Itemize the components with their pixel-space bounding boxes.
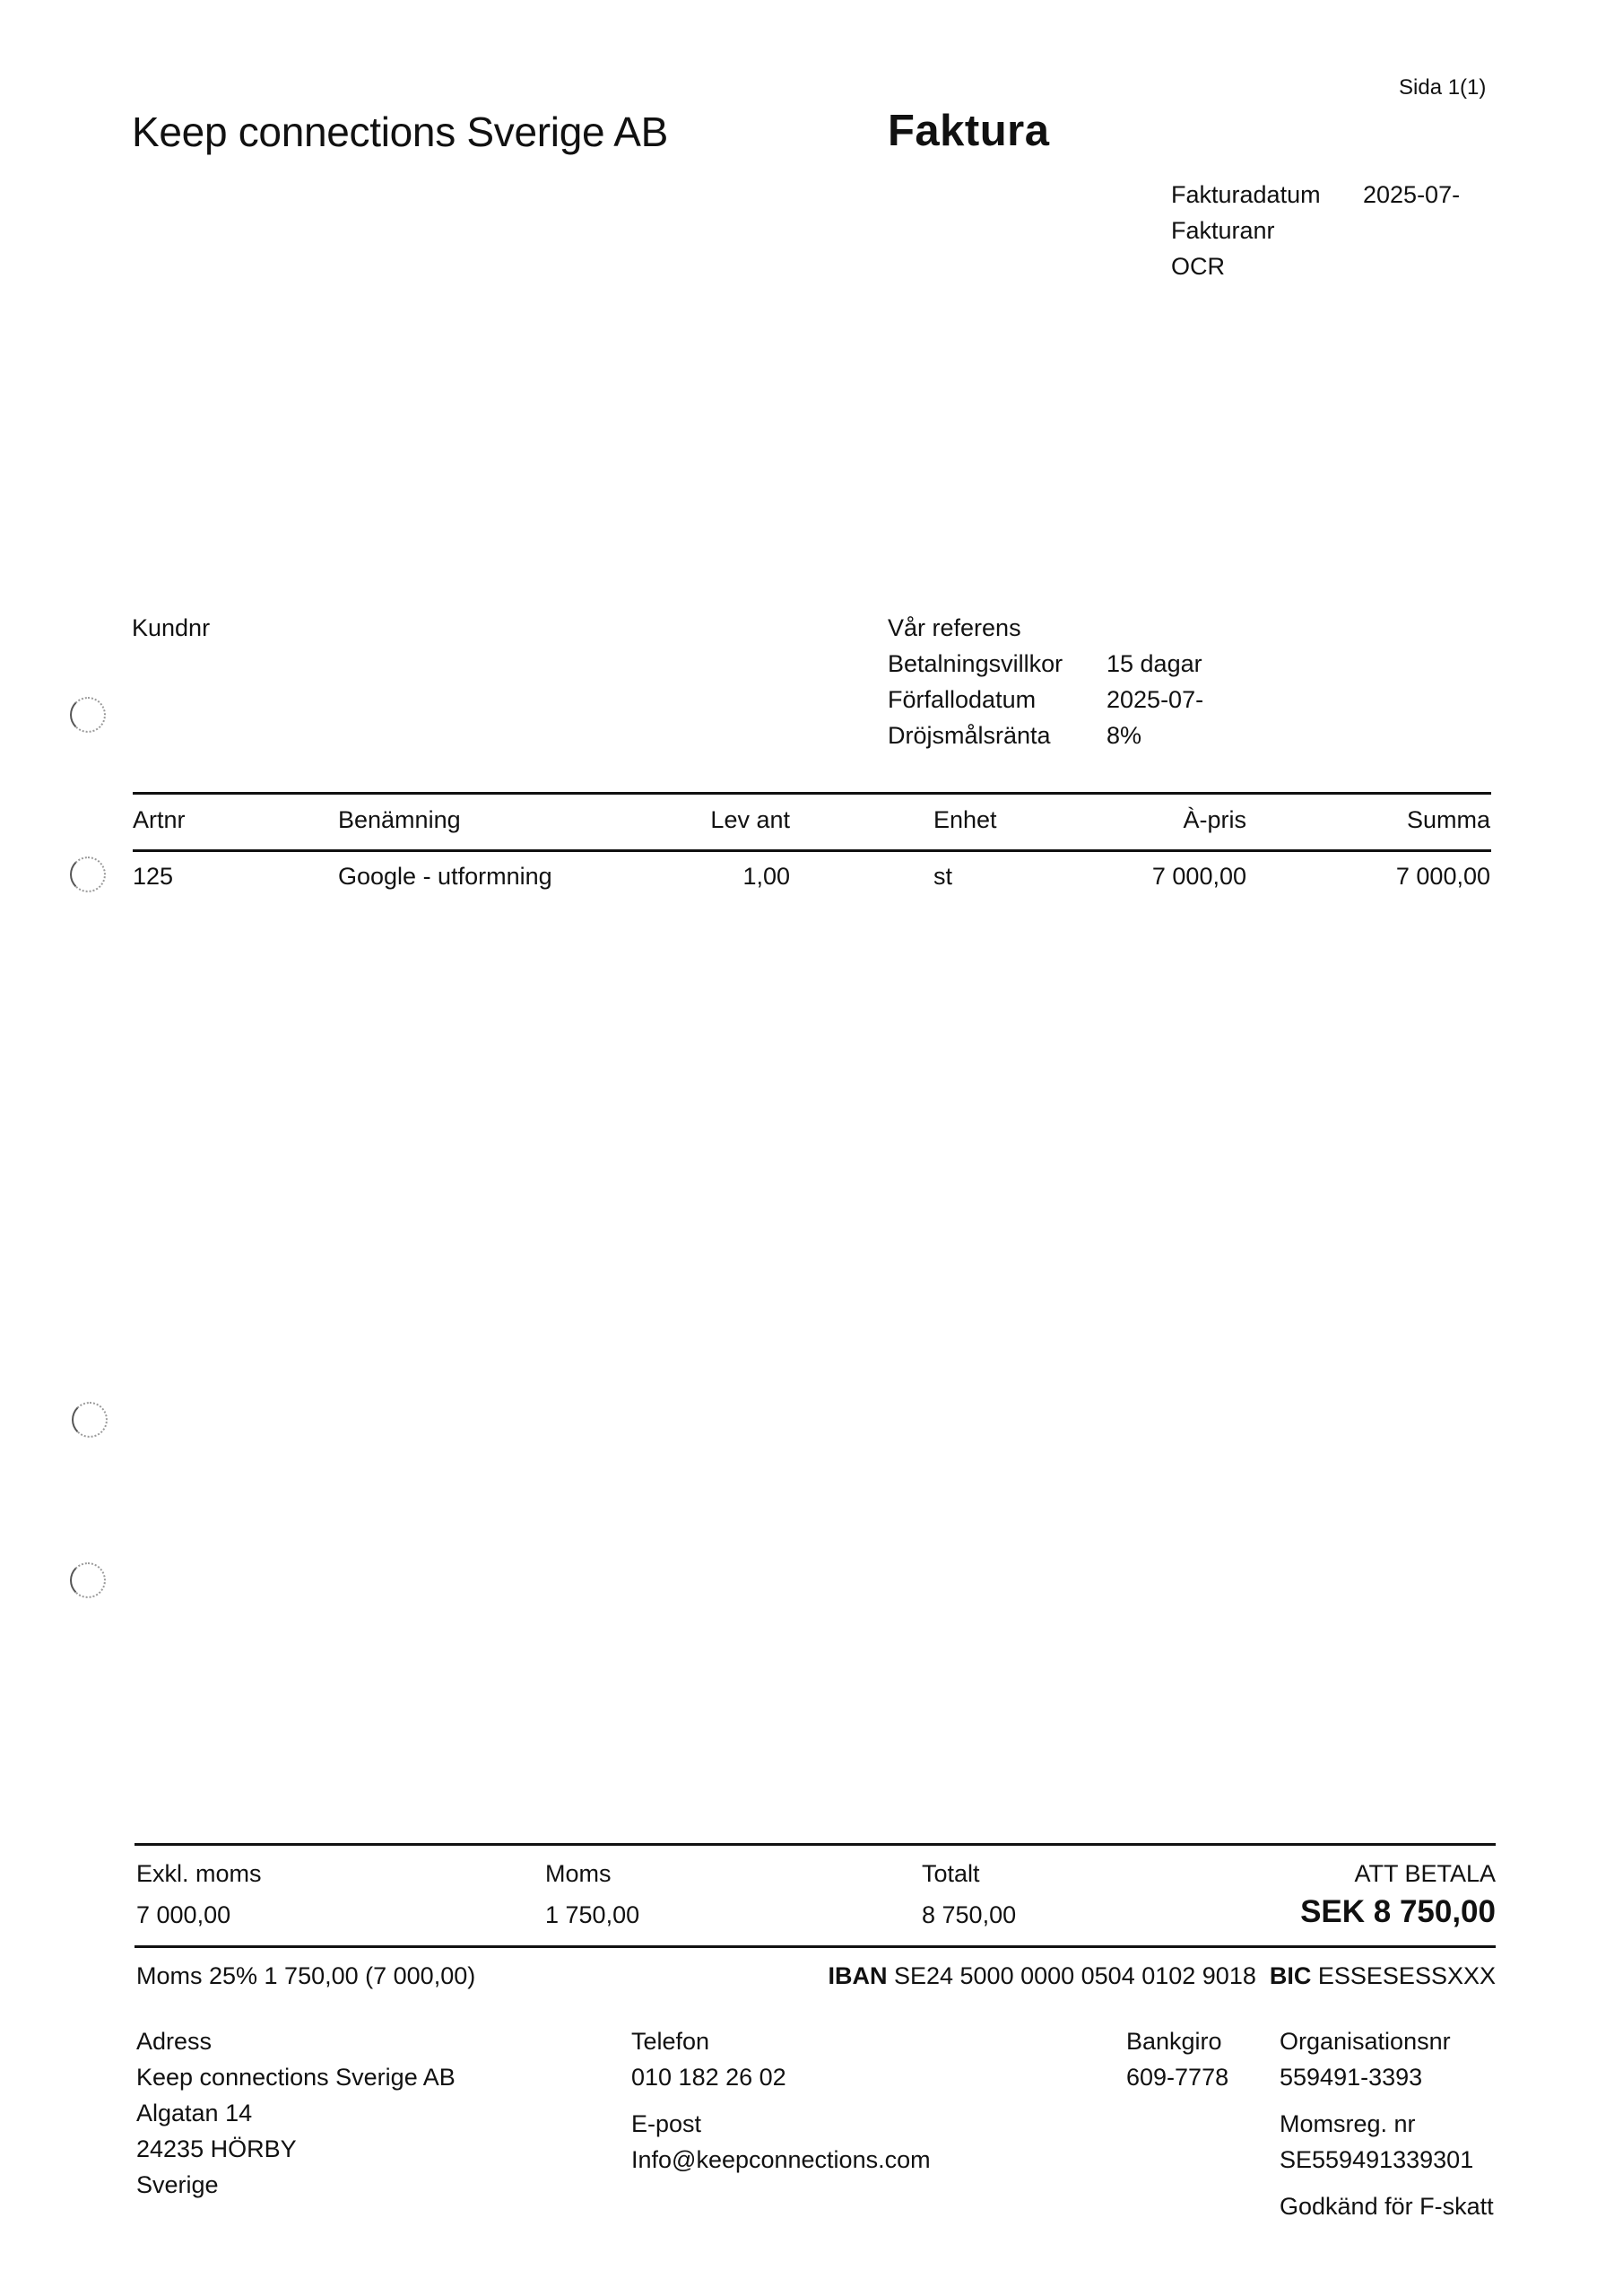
excl-vat-value: 7 000,00 — [136, 1901, 231, 1928]
item-artnr: 125 — [133, 863, 174, 890]
hole-punch-mark — [72, 1402, 108, 1438]
invoice-date-label: Fakturadatum — [1171, 181, 1321, 208]
item-unit: st — [933, 863, 953, 890]
summary-top-rule — [135, 1843, 1496, 1846]
page-number: Sida 1(1) — [1399, 75, 1487, 100]
footer-bankgiro — [1126, 2023, 1228, 2095]
org-number-label: Organisationsnr — [1280, 2028, 1451, 2055]
table-header-rule — [133, 849, 1491, 852]
address-line: Keep connections Sverige AB — [136, 2064, 456, 2091]
phone-value: 010 182 26 02 — [631, 2064, 786, 2091]
total-value: 8 750,00 — [922, 1901, 1017, 1928]
payment-terms-label: Betalningsvillkor — [888, 650, 1063, 677]
column-header-unit-price: À-pris — [1183, 806, 1246, 833]
item-total: 7 000,00 — [1395, 863, 1490, 890]
invoice-number-label: Fakturanr — [1171, 217, 1275, 244]
column-header-artnr: Artnr — [133, 806, 186, 833]
summary-bottom-rule — [135, 1945, 1496, 1948]
due-date-value: 2025-07- — [1107, 686, 1204, 713]
amount-due-label: ATT BETALA — [1354, 1860, 1496, 1887]
hole-punch-mark — [70, 857, 106, 892]
address-line: Algatan 14 — [136, 2100, 253, 2126]
column-header-unit: Enhet — [933, 806, 997, 833]
bankgiro-label: Bankgiro — [1126, 2028, 1222, 2055]
invoice-date-value: 2025-07- — [1363, 181, 1461, 208]
invoice-number-value — [1363, 215, 1460, 246]
item-quantity: 1,00 — [742, 863, 790, 890]
table-top-rule — [133, 792, 1491, 795]
late-interest-value: 8% — [1107, 722, 1142, 749]
address-line: Sverige — [136, 2171, 219, 2198]
invoice-meta — [1171, 179, 1460, 282]
email-label: E-post — [631, 2110, 702, 2137]
our-reference-label: Vår referens — [888, 614, 1021, 641]
due-date-label: Förfallodatum — [888, 686, 1037, 713]
footer-address — [136, 2023, 456, 2203]
vat-breakdown: Moms 25% 1 750,00 (7 000,00) — [136, 1962, 476, 1989]
iban-value: SE24 5000 0000 0504 0102 9018 — [893, 1962, 1256, 1989]
email-value: Info@keepconnections.com — [631, 2146, 931, 2173]
column-header-description: Benämning — [338, 806, 461, 833]
vat-reg-label: Momsreg. nr — [1280, 2110, 1416, 2137]
bic-label: BIC — [1269, 1962, 1312, 1989]
column-header-quantity: Lev ant — [710, 806, 790, 833]
bank-details — [828, 1961, 1496, 1991]
f-tax-approval: Godkänd för F-skatt — [1280, 2193, 1494, 2220]
reference-meta — [888, 613, 1203, 751]
iban-label: IBAN — [828, 1962, 888, 1989]
late-interest-label: Dröjsmålsränta — [888, 722, 1051, 749]
vat-value: 1 750,00 — [545, 1901, 640, 1928]
bic-value: ESSESESSXXX — [1317, 1962, 1496, 1989]
amount-due-value: SEK 8 750,00 — [1300, 1894, 1496, 1929]
item-description: Google - utformning — [338, 863, 552, 890]
customer-number-label: Kundnr — [132, 614, 211, 641]
item-unit-price: 7 000,00 — [1151, 863, 1246, 890]
phone-label: Telefon — [631, 2028, 710, 2055]
hole-punch-mark — [70, 1562, 106, 1598]
ocr-label: OCR — [1171, 253, 1225, 280]
column-header-total: Summa — [1406, 806, 1490, 833]
footer-company-info — [1280, 2023, 1494, 2224]
hole-punch-mark — [70, 697, 106, 733]
org-number-value: 559491-3393 — [1280, 2064, 1423, 2091]
our-reference-value — [1107, 613, 1203, 643]
address-line: 24235 HÖRBY — [136, 2135, 297, 2162]
payment-terms-value: 15 dagar — [1107, 650, 1202, 677]
ocr-value — [1363, 251, 1460, 282]
address-label: Adress — [136, 2028, 213, 2055]
document-title: Faktura — [888, 107, 1050, 155]
company-name: Keep connections Sverige AB — [132, 109, 668, 155]
excl-vat-label: Exkl. moms — [136, 1860, 262, 1887]
vat-reg-value: SE559491339301 — [1280, 2146, 1474, 2173]
bankgiro-value: 609-7778 — [1126, 2064, 1229, 2091]
footer-contact — [631, 2023, 931, 2178]
vat-label: Moms — [545, 1860, 612, 1887]
recipient-address-redacted — [847, 300, 1211, 520]
total-label: Totalt — [922, 1860, 980, 1887]
